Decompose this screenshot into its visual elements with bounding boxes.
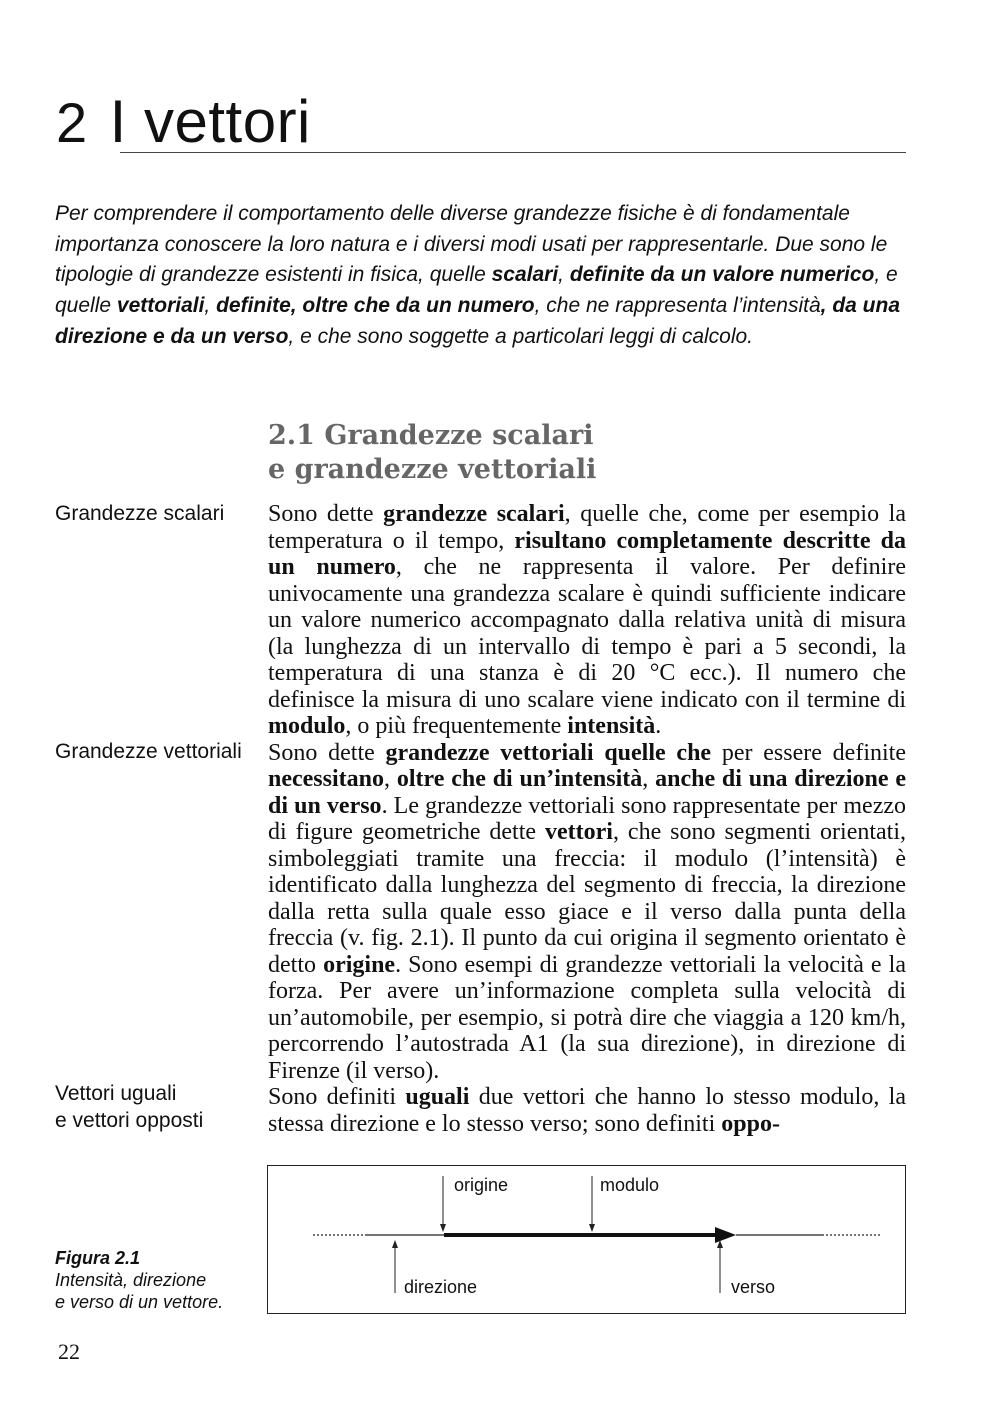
section-title-line-1: 2.1 Grandezze scalari bbox=[268, 420, 594, 451]
text-run: due vettori che hanno lo stesso modulo, la stessa direzione e lo stesso verso; sono definiti bbox=[268, 1084, 906, 1137]
bold-run: oltre che di un’intensità bbox=[396, 766, 643, 792]
figure-2-1 bbox=[267, 1165, 906, 1314]
page-number: 22 bbox=[58, 1339, 80, 1364]
chapter-title bbox=[56, 82, 311, 163]
sidenote-grandezze-vettoriali: Grandezze vettoriali bbox=[55, 740, 242, 763]
text-run: , che ne rappresenta il valore. Per definire univocamente una grandezza scalare è quindi sufficiente indicare un valore numerico accompagnato dalla relativa unità di misura (la lunghezza di un intervallo di tempo è pari a 5 secondi, la temperatura di una stanza è di 20 °C ecc.). Il numero che definisce la misura di uno scalare viene indicato con il termine di bbox=[268, 554, 906, 713]
text-run: Sono definiti bbox=[268, 1084, 406, 1110]
sidenote-vettori-uguali bbox=[55, 1081, 203, 1134]
text-run: , o più frequentemente bbox=[345, 713, 568, 739]
modulo-pointer-tip bbox=[589, 1224, 595, 1232]
text-run: per essere definite bbox=[711, 739, 906, 766]
text-run: , che sono segmenti orientati, simboleggiati tramite una freccia: il modulo (l’intensità) è identificato dalla lunghezza del segmento di freccia, la direzione dalla retta sulla quale esso giace e il verso dalla punta della freccia (v. fig. 2.1). Il punto da cui origina il segmento orientato è detto bbox=[268, 819, 907, 978]
caption-line: e verso di un vettore. bbox=[55, 1292, 224, 1312]
bold-run: grandezze scalari bbox=[383, 501, 565, 527]
bold-run: intensità bbox=[567, 713, 656, 739]
bold-run: anche di una direzione e di un verso bbox=[268, 766, 907, 819]
sidenote-line: Vettori uguali bbox=[55, 1082, 177, 1105]
vector-diagram bbox=[268, 1166, 905, 1313]
bold-run: grandezze vettoriali quelle che bbox=[385, 739, 712, 766]
sidenote-line: e vettori opposti bbox=[55, 1108, 204, 1132]
intro-text: , che ne rappresenta l’intensità bbox=[534, 294, 821, 318]
direzione-pointer-tip bbox=[392, 1240, 398, 1248]
caption-title: Figura 2.1 bbox=[55, 1248, 141, 1268]
intro-text: , bbox=[558, 263, 570, 287]
bold-run: uguali bbox=[405, 1084, 470, 1110]
caption-line: Intensità, direzione bbox=[55, 1270, 207, 1290]
bold-run: oppo- bbox=[721, 1110, 780, 1137]
figure-caption bbox=[55, 1247, 223, 1313]
origine-pointer-tip bbox=[440, 1224, 446, 1232]
intro-bold: vettoriali bbox=[116, 294, 205, 318]
intro-bold: definite, oltre che da un numero bbox=[216, 294, 535, 318]
paragraph-scalari bbox=[268, 501, 906, 740]
arrowhead-icon bbox=[715, 1227, 736, 1243]
text-run: . Sono esempi di grandezze vettoriali la velocità e la forza. Per avere un’informazione completa sulla velocità di un’automobile, per esempio, si potrà dire che viaggia a 120 km/h, percorrendo l’autostrada A1 (la sua direzione), in direzione di Firenze (il verso). bbox=[268, 951, 906, 1084]
bold-run: modulo bbox=[268, 713, 346, 739]
intro-bold: definite da un valore numerico bbox=[569, 263, 875, 287]
intro-text: , e quelle bbox=[55, 263, 898, 318]
sidenote-grandezze-scalari: Grandezze scalari bbox=[55, 502, 225, 525]
chapter-title-text: I vettori bbox=[109, 88, 311, 155]
intro-bold: scalari bbox=[491, 263, 559, 287]
label-verso: verso bbox=[731, 1277, 776, 1297]
text-run: . Le grandezze vettoriali sono rappresentate per mezzo di figure geometriche dette bbox=[268, 792, 907, 845]
bold-run: necessitano bbox=[268, 766, 384, 792]
body-text bbox=[268, 501, 906, 1137]
chapter-intro bbox=[55, 199, 915, 353]
text-run: Sono dette bbox=[268, 739, 386, 766]
text-run: . bbox=[655, 713, 662, 739]
label-direzione: direzione bbox=[404, 1277, 478, 1297]
bold-run: origine bbox=[323, 951, 396, 978]
bold-run: vettori bbox=[545, 819, 613, 845]
text-run: , bbox=[642, 766, 656, 792]
chapter-title-rule bbox=[120, 152, 906, 153]
text-run: , bbox=[384, 766, 397, 792]
intro-bold: , da una direzione e da un verso bbox=[55, 294, 901, 348]
section-title bbox=[268, 419, 908, 487]
intro-text: , bbox=[204, 294, 217, 318]
intro-text: , e che sono soggette a particolari leggi di calcolo. bbox=[288, 324, 754, 348]
section-title-line-2: e grandezze vettoriali bbox=[268, 454, 597, 485]
bold-run: risultano completamente descritte da un numero bbox=[268, 527, 906, 580]
chapter-number: 2 bbox=[56, 91, 88, 154]
label-origine: origine bbox=[454, 1175, 509, 1195]
paragraph-uguali bbox=[268, 1084, 906, 1137]
paragraph-vettoriali bbox=[268, 740, 906, 1085]
label-modulo: modulo bbox=[600, 1175, 660, 1195]
text-run: Sono dette bbox=[268, 501, 384, 527]
text-run: , quelle che, come per esempio la temperatura o il tempo, bbox=[268, 501, 906, 554]
intro-text: Per comprendere il comportamento delle diverse grandezze fisiche è di fondamentale importanza conoscere la loro natura e i diversi modi usati per rappresentarle. Due sono le tipologie di grandezze esistenti in fisica, quelle bbox=[55, 202, 888, 287]
